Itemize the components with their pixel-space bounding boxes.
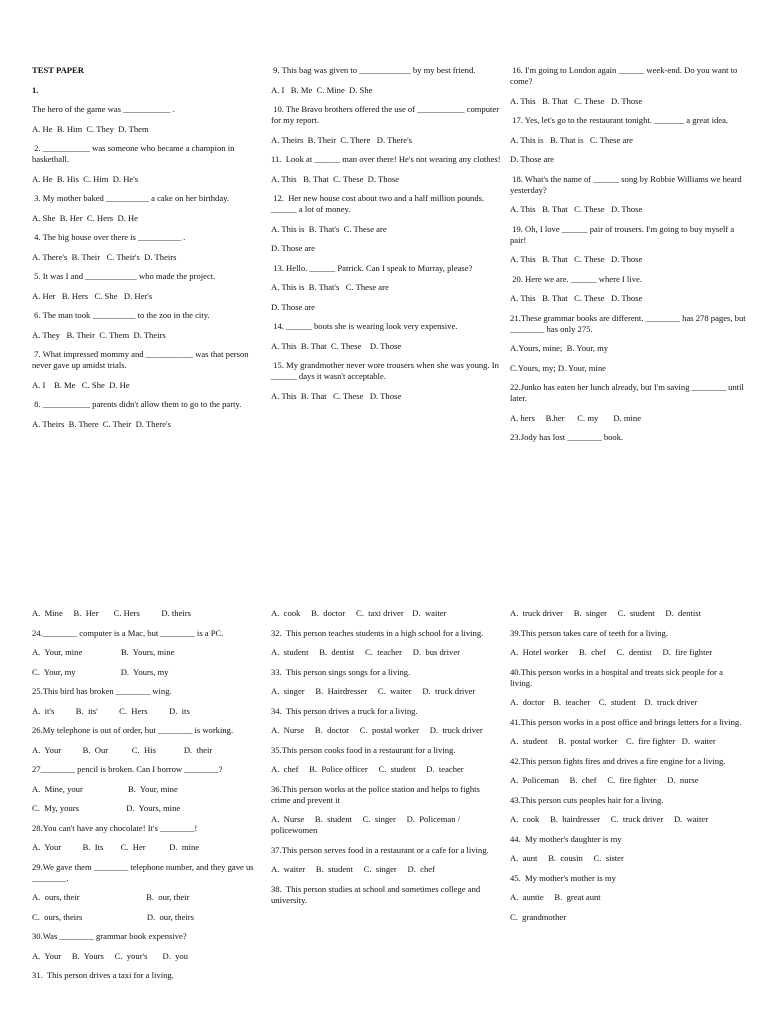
- question-text: 15. My grandmother never wore trousers when she was young. In ______ days it wasn't acceptable.: [271, 360, 502, 381]
- answer-options: A. student B. dentist C. teacher D. bus driver: [271, 647, 461, 657]
- answer-options: A. This B. That C. These D. Those: [510, 95, 643, 106]
- top-column-1: [32, 65, 264, 438]
- answer-options: A. Theirs B. Their C. There D. There's: [271, 134, 413, 145]
- question-text: 5. It was I and ____________ who made the project.: [32, 271, 216, 281]
- question-text: 10. The Bravo brothers offered the use of ___________ computer for my report.: [271, 104, 502, 125]
- answer-options: A. hers B.her C. my D. mine: [510, 412, 642, 423]
- question-text: 34. This person drives a truck for a living.: [271, 705, 418, 716]
- answer-options: A. truck driver B. singer C. student D. dentist: [510, 608, 701, 618]
- question-text: 11. Look at ______ man over there! He's not wearing any clothes!: [271, 154, 501, 164]
- answer-options: A. There's B. Their C. Their's D. Theirs: [32, 251, 177, 262]
- question-text: 8. ___________ parents didn't allow them to go to the party.: [32, 399, 242, 409]
- question-text: 9. This bag was given to ____________ by my best friend.: [271, 65, 476, 75]
- question-text: 35.This person cooks food in a restaurant for a living.: [271, 744, 456, 755]
- question-text: 14. ______ boots she is wearing look very expensive.: [271, 321, 458, 331]
- answer-options: D. Those are: [510, 154, 554, 164]
- text-line: C.Yours, my; D. Your, mine: [510, 362, 606, 373]
- question-text: 31. This person drives a taxi for a living.: [32, 970, 174, 980]
- text-line: A.Yours, mine; B. Your, my: [510, 343, 609, 353]
- question-text: 27________ pencil is broken. Can I borrow ________?: [32, 764, 223, 774]
- question-text: 12. Her new house cost about two and a half million pounds. ______ a lot of money.: [271, 193, 487, 214]
- question-text: 19. Oh, I love ______ pair of trousers. I'm going to buy myself a pair!: [510, 223, 737, 245]
- question-text: 36.This person works at the police station and helps to fights crime and prevent it: [271, 783, 482, 805]
- top-column-3: [510, 65, 746, 452]
- answer-options: A. This B. That C. These D. Those: [510, 254, 643, 264]
- answer-options: A. Your B. Our C. His D. their: [32, 744, 213, 755]
- answer-options: A. aunt B. cousin C. sister: [510, 853, 624, 863]
- answer-options: A. Her B. Hers C. She D. Her's: [32, 290, 153, 301]
- question-text: 38. This person studies at school and sometimes college and university.: [271, 883, 483, 905]
- question-text: 20. Here we are. ______ where I live.: [510, 273, 642, 284]
- bottom-column-3: [510, 608, 746, 931]
- answer-options: C. ours, theirs D. our, theirs: [32, 911, 194, 922]
- question-text: 21.These grammar books are different. ________ has 278 pages, but ________ has only 275.: [510, 312, 748, 334]
- answer-options: A. Theirs B. There C. Their D. There's: [32, 418, 171, 429]
- question-text: 6. The man took __________ to the zoo in the city.: [32, 310, 210, 320]
- question-text: 39.This person takes care of teeth for a living.: [510, 627, 668, 638]
- answer-options: D. Those are: [271, 243, 315, 253]
- question-text: 25.This bird has broken ________ wing.: [32, 686, 172, 696]
- question-text: 44. My mother's daughter is my: [510, 833, 622, 844]
- question-text: 32. This person teaches students in a high school for a living.: [271, 627, 484, 638]
- bottom-column-2: [271, 608, 501, 914]
- question-text: 40.This person works in a hospital and treats sick people for a living.: [510, 666, 726, 688]
- answer-options: A. waiter B. student C. singer D. chef: [271, 864, 435, 874]
- answer-options: A. cook B. doctor C. taxi driver D. waiter: [271, 608, 447, 618]
- answer-options: A. chef B. Police officer C. student D. teacher: [271, 764, 464, 774]
- answer-options: A. Hotel worker B. chef C. dentist D. fire fighter: [510, 647, 713, 657]
- question-text: 33. This person sings songs for a living.: [271, 666, 411, 677]
- question-text: 18. What's the name of ______ song by Robbie Williams we heard yesterday?: [510, 173, 744, 195]
- answer-options: A. This B. That C. These D. Those: [510, 293, 643, 303]
- answer-options: A. This B. That C. These D. Those: [510, 204, 643, 214]
- answer-options: A. Mine B. Her C. Hers D. theirs: [32, 608, 191, 618]
- answer-options: A. I B. Me C. Mine D. She: [271, 84, 373, 95]
- answer-options: A. Your B. Its C. Her D. mine: [32, 842, 200, 852]
- question-text: 3. My mother baked __________ a cake on her birthday.: [32, 193, 230, 203]
- answer-options: A. This B. That C. These D. Those: [271, 340, 402, 351]
- bottom-column-1: [32, 608, 264, 990]
- question-text: 37.This person serves food in a restaurant or a cafe for a living.: [271, 844, 489, 855]
- page-title: TEST PAPER: [32, 65, 84, 75]
- answer-options: A. This is B. That is C. These are: [510, 134, 633, 145]
- answer-options: C. grandmother: [510, 911, 567, 922]
- question-text: 4. The big house over there is __________ .: [32, 232, 186, 242]
- question-text: 26.My telephone is out of order, but ________ is working.: [32, 725, 234, 735]
- question-text: 28.You can't have any chocolate! It's ________!: [32, 822, 198, 833]
- question-text: 17. Yes, let's go to the restaurant tonight. _______ a great idea.: [510, 115, 729, 125]
- answer-options: A. ours, their B. our, their: [32, 892, 190, 902]
- question-text: 24.________ computer is a Mac, but ________ is a PC.: [32, 627, 224, 638]
- answer-options: D. Those are: [271, 301, 315, 312]
- answer-options: A. He B. Him C. They D. Them: [32, 123, 149, 134]
- question-text: 45. My mother's mother is my: [510, 872, 616, 883]
- text-line: The hero of the game was ___________ .: [32, 104, 175, 114]
- answer-options: A. They B. Their C. Them D. Theirs: [32, 329, 166, 340]
- question-text: 7. What impressed mommy and ___________ was that person never gave up amidst trials.: [32, 349, 251, 370]
- answer-options: A. This B. That C. These D. Those: [271, 173, 400, 184]
- question-text: 29.We gave them ________ telephone number, and they gave us ________.: [32, 861, 256, 883]
- answer-options: A. Mine, your B. Your, mine: [32, 783, 178, 794]
- answer-options: A. This is B. That's C. These are: [271, 223, 387, 234]
- question-text: 2. ___________ was someone who became a champion in basketball.: [32, 143, 237, 164]
- answer-options: A. doctor B. teacher C. student D. truck driver: [510, 697, 698, 707]
- answer-options: A. This is B. That's C. These are: [271, 282, 389, 292]
- question-text: 1.: [32, 84, 39, 95]
- answer-options: A. cook B. hairdresser C. truck driver D. waiter: [510, 814, 709, 824]
- answer-options: A. singer B. Hairdresser C. waiter D. truck driver: [271, 686, 476, 696]
- answer-options: A. Policeman B. chef C. fire fighter D. nurse: [510, 775, 699, 785]
- question-text: 43.This person cuts peoples hair for a living.: [510, 794, 664, 805]
- answer-options: A. I B. Me C. She D. He: [32, 379, 130, 390]
- answer-options: C. Your, my D. Yours, my: [32, 666, 169, 677]
- question-text: 16. I'm going to London again ______ week-end. Do you want to come?: [510, 65, 740, 86]
- answer-options: A. This B. That C. These D. Those: [271, 390, 402, 401]
- answer-options: A. He B. His C. Him D. He's: [32, 173, 139, 184]
- question-text: 13. Hello. ______ Patrick. Can I speak to Murray, please?: [271, 262, 473, 273]
- answer-options: A. Nurse B. doctor C. postal worker D. truck driver: [271, 725, 483, 735]
- question-text: 30.Was ________ grammar book expensive?: [32, 931, 187, 941]
- question-text: 23.Jody has lost ________ book.: [510, 432, 624, 442]
- question-text: 22.Junko has eaten her lunch already, but I'm saving ________ until later.: [510, 382, 747, 403]
- answer-options: A. it's B. its' C. Hers D. its: [32, 705, 190, 716]
- top-column-2: [271, 65, 501, 410]
- answer-options: A. Nurse B. student C. singer D. Policeman / policewomen: [271, 814, 463, 835]
- answer-options: A. Your B. Yours C. your's D. you: [32, 950, 189, 961]
- question-text: 41.This person works in a post office and brings letters for a living.: [510, 716, 742, 727]
- question-text: 42.This person fights fires and drives a fire engine for a living.: [510, 755, 726, 766]
- answer-options: A. student B. postal worker C. fire fighter D. waiter: [510, 736, 716, 746]
- answer-options: A. Your, mine B. Yours, mine: [32, 647, 175, 657]
- answer-options: A. She B. Her C. Hers D. He: [32, 212, 138, 223]
- answer-options: C. My, yours D. Yours, mine: [32, 803, 181, 813]
- answer-options: A. auntie B. great aunt: [510, 892, 601, 902]
